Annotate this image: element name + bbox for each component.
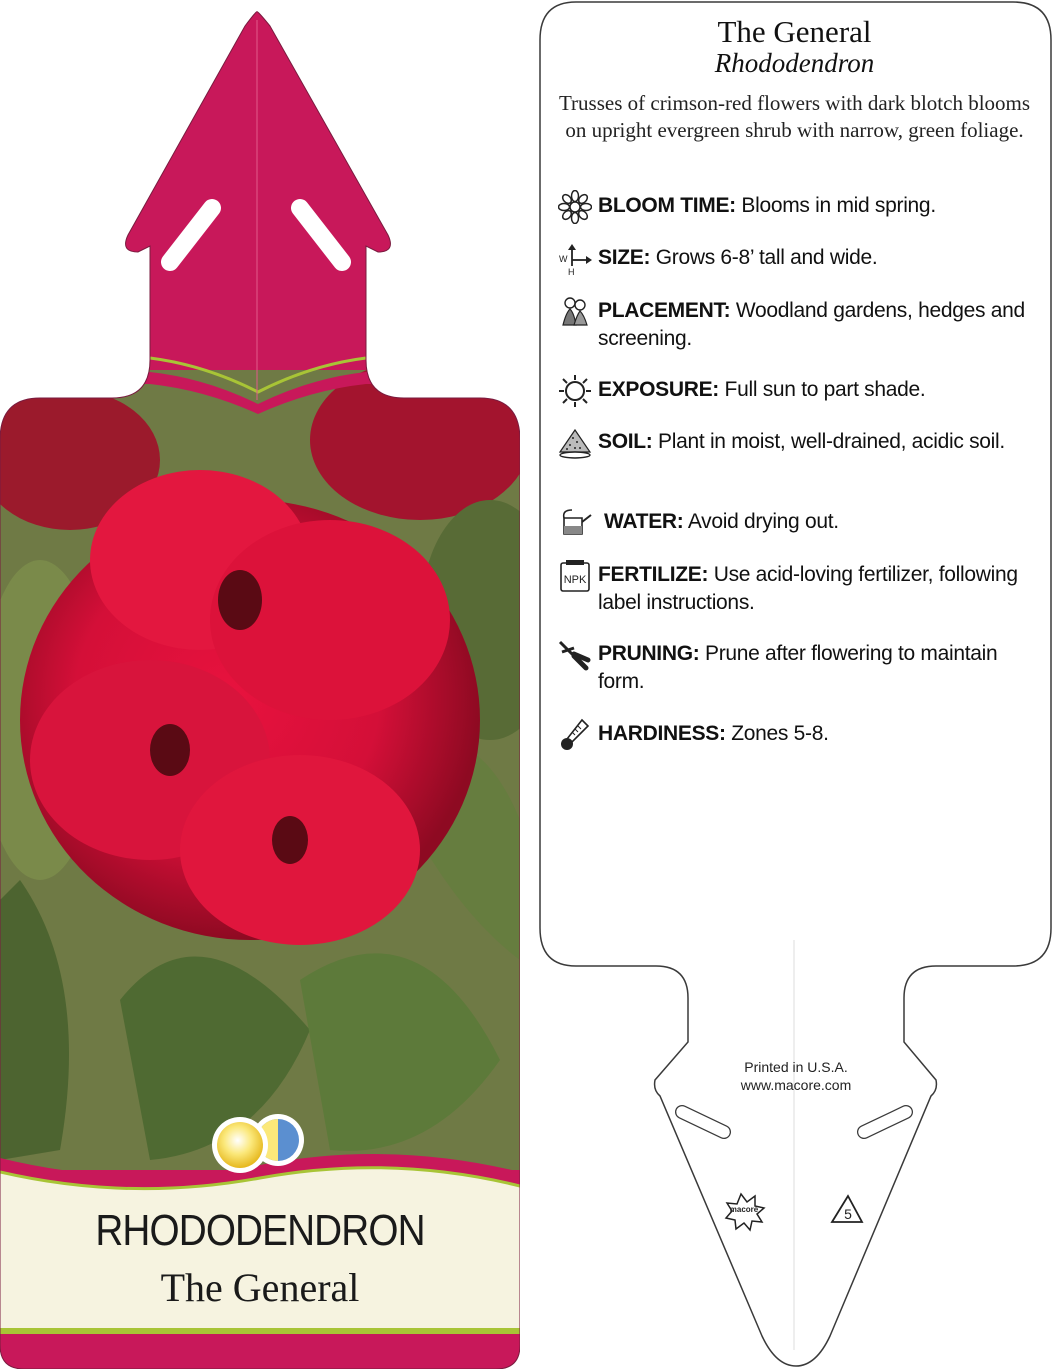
care-text: Blooms in mid spring. — [741, 194, 936, 217]
website: www.macore.com — [740, 1077, 852, 1093]
size-arrows-icon — [558, 242, 592, 276]
care-text: Woodland gardens, hedges and screening. — [598, 299, 1025, 350]
care-text: Avoid drying out. — [687, 510, 839, 533]
botanical-name: Rhododendron — [714, 48, 875, 78]
care-text: Use acid-loving fertilizer, following label instructions. — [598, 563, 1018, 614]
care-text: Prune after flowering to maintain form. — [598, 642, 998, 693]
npk-label: NPK — [563, 574, 587, 586]
care-label: HARDINESS: — [598, 722, 726, 745]
thermometer-icon — [558, 718, 592, 752]
sun-icon — [558, 374, 592, 408]
care-text: Grows 6-8’ tall and wide. — [655, 246, 878, 269]
width-letter: W — [559, 254, 568, 264]
plant-description: Trusses of crimson-red flowers with dark blotch blooms on upright evergreen shrub with narrow, green foliage. — [558, 91, 1031, 142]
plant-genus: RHODODENDRON — [95, 1206, 425, 1255]
plants-icon — [558, 295, 592, 329]
soil-icon — [558, 426, 592, 460]
height-letter: H — [568, 267, 575, 276]
plant-title: The General — [717, 14, 872, 49]
care-label: WATER: — [604, 510, 684, 533]
care-label: SOIL: — [598, 430, 653, 453]
care-text: Plant in moist, well-drained, acidic soil. — [658, 430, 1005, 453]
care-label: FERTILIZE: — [598, 563, 709, 586]
pruners-icon — [558, 638, 592, 672]
care-text: Zones 5-8. — [731, 722, 829, 745]
front-plant-tag — [0, 0, 520, 1369]
care-label: PRUNING: — [598, 642, 700, 665]
care-label: PLACEMENT: — [598, 299, 731, 322]
care-label: EXPOSURE: — [598, 378, 719, 401]
plant-cultivar: The General — [160, 1265, 360, 1310]
rhododendron-photo — [0, 360, 520, 1170]
printed-in: Printed in U.S.A. — [744, 1059, 848, 1075]
back-plant-tag — [536, 0, 1053, 1369]
care-text: Full sun to part shade. — [724, 378, 926, 401]
flower-icon — [558, 190, 592, 224]
care-label: BLOOM TIME: — [598, 194, 736, 217]
sun-icon — [217, 1122, 263, 1168]
fertilizer-icon — [558, 559, 592, 593]
printer-info — [706, 1058, 886, 1094]
macore-logo-text: macore — [729, 1205, 759, 1214]
recycle-number: 5 — [844, 1206, 852, 1222]
watering-can-icon — [558, 506, 592, 540]
front-tag-artwork — [0, 0, 520, 1369]
care-label: SIZE: — [598, 246, 651, 269]
